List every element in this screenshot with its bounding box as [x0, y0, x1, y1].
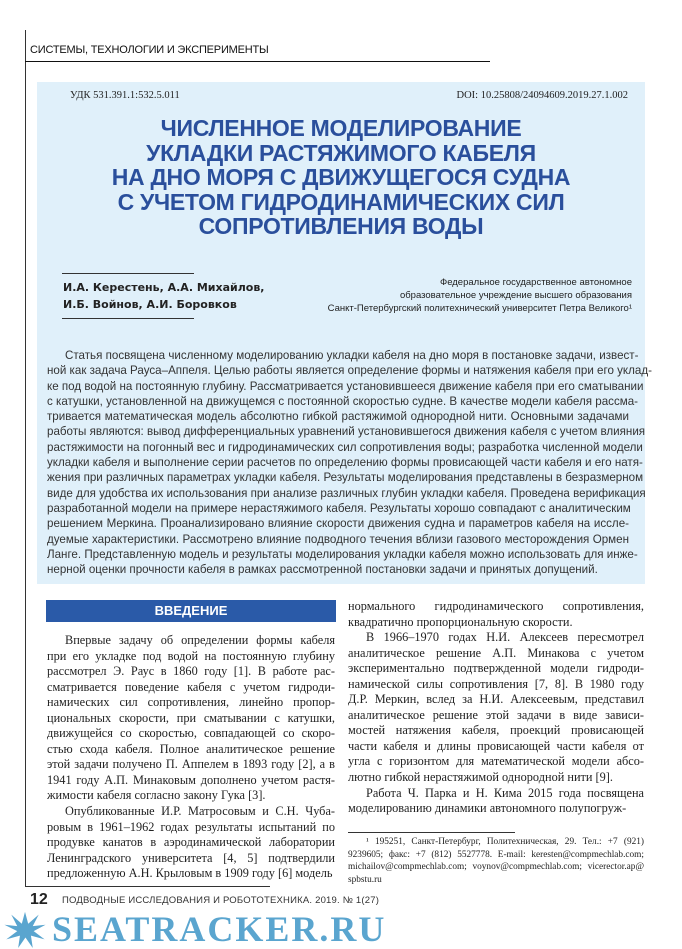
footnote	[348, 836, 644, 886]
authors-line: И.А. Керестень, А.А. Михайлов,	[63, 281, 265, 294]
text-line: 9239605; факс: +7 (812) 5527778. E-mail: keresten@compmechlab.com;	[348, 849, 644, 860]
text-line: Впервые задачу об определении формы кабеля	[65, 633, 335, 647]
authors-rule-bottom	[62, 318, 194, 319]
watermark-starburst-icon	[4, 911, 46, 948]
text-line: ровым в 1961–1962 годах результаты испытаний по	[47, 819, 335, 834]
text-line: работы являются: вывод дифференциальных уравнений установившегося движения кабеля с учетом влияния	[47, 425, 646, 439]
title-line: С УЧЕТОМ ГИДРОДИНАМИЧЕСКИХ СИЛ	[117, 188, 565, 215]
text-line: 1941 году А.П. Минаковым дополнено учетом растя-	[47, 772, 335, 787]
text-line: Ленинградского университета [4, 5] подтвердили	[47, 850, 335, 865]
text-column-left	[47, 633, 335, 882]
title-line: СОПРОТИВЛЕНИЯ ВОДЫ	[198, 213, 484, 239]
text-line: michailov@compmechlab.com; voynov@compmechlab.com; vicerector.ap@	[348, 862, 644, 872]
text-line: намической силы сопротивления [7, 8]. В 1980 году	[348, 676, 644, 691]
affiliation	[328, 276, 632, 315]
text-line: Работа Ч. Парка и Н. Кима 2015 года посвящена	[366, 785, 644, 800]
text-line: стью схода кабеля. Полное аналитическое решение	[47, 741, 335, 756]
text-column-right	[348, 599, 644, 817]
abstract	[47, 348, 652, 577]
text-line: жимости кабеля согласно закону Гука [3].	[47, 788, 266, 803]
watermark: SEATRACKER.RU	[52, 909, 387, 949]
text-line: при его укладке под водой на постоянную глубину	[47, 648, 335, 663]
text-line: ке под водой на постоянную глубину. Рассматривается установившееся движение кабеля при его сматывании	[47, 379, 644, 393]
text-line: сматривается поведение кабеля с учетом гидроди-	[47, 679, 335, 694]
text-line: разработанной модели на примере нерастяжимого кабеля. Результаты хорошо совпадают с аналитическим	[47, 501, 631, 515]
text-line: Ланге. Представленную модель и результаты моделирования укладки кабеля можно использовать для инже-	[47, 547, 638, 561]
text-line: продувке канатов в аэродинамической лаборатории	[47, 835, 335, 850]
text-line: мостей натяжения кабеля, проекций провисающей	[348, 723, 644, 738]
text-line: ¹ 195251, Санкт-Петербург, Политехническая, 29. Тел.: +7 (921)	[366, 837, 644, 847]
text-line: части кабеля и длины провисающей части кабеля от	[348, 738, 644, 753]
running-header-rule	[25, 61, 490, 62]
authors-line: И.Б. Войнов, А.И. Боровков	[63, 298, 237, 311]
text-line: виде для удобства их использования при анализе различных глубин укладки кабеля. Проведена верификация	[47, 486, 646, 500]
text-line: циональных скорости, при сматывании с катушки,	[47, 710, 335, 725]
text-line: укладки кабеля и выполнение серии расчетов по определению формы провисающей части кабеля и его натя-	[47, 456, 643, 470]
page-left-border	[25, 30, 26, 887]
affiliation-line: Санкт-Петербургский политехнический университет Петра Великого¹	[327, 303, 632, 314]
text-line: рассмотрел Э. Раус в 1860 году [1]. В работе рас-	[47, 664, 335, 679]
text-line: жения при различных параметрах укладки кабеля. Результаты моделирования представлены в безразмерном	[47, 471, 644, 485]
text-line: дуемые характеристики. Рассмотрено влияние подводного течения вблизи газового месторождения Ормен	[47, 532, 629, 546]
text-line: экспериментально подтвержденной модели гидроди-	[348, 661, 644, 676]
text-line: решением Меркина. Проанализировано влияние скорости движения судна и параметров кабеля на иссле-	[47, 517, 629, 531]
text-line: тривается математическая модель абсолютно гибкой растяжимой однородной нити. Основными задачами	[47, 410, 629, 424]
title-line: НА ДНО МОРЯ С ДВИЖУЩЕГОСЯ СУДНА	[111, 164, 571, 190]
doi: DOI: 10.25808/24094609.2019.27.1.002	[456, 90, 628, 101]
text-line: ной как задача Рауса–Аппеля. Целью работы является определение формы и натяжения кабеля при его уклад-	[47, 364, 652, 378]
title-line: ЧИСЛЕННОЕ МОДЕЛИРОВАНИЕ	[160, 115, 522, 141]
text-line: лютно гибкой нерастяжимой однородной нити [9].	[348, 770, 613, 785]
text-line: квадратично пропорциональную скорости.	[348, 614, 573, 629]
text-line: Д.Р. Меркин, вслед за Н.И. Алексеевым, представил	[348, 692, 644, 707]
authors-rule-top	[62, 273, 194, 274]
text-line: В 1966–1970 годах Н.И. Алексеев пересмотрел	[366, 630, 644, 645]
page-bottom-border	[25, 886, 270, 887]
page-number: 12	[30, 891, 48, 908]
text-line: намических сил сопротивления, линейно пропор-	[47, 695, 335, 710]
section-heading-introduction: ВВЕДЕНИЕ	[46, 600, 336, 622]
authors	[63, 279, 264, 313]
text-line: нормального гидродинамического сопротивления,	[348, 599, 644, 613]
affiliation-line: образовательное учреждение высшего образования	[399, 290, 632, 301]
footnote-rule	[348, 832, 515, 833]
text-line: Статья посвящена численному моделированию укладки кабеля на дно моря в постановке задачи, извест-	[65, 349, 639, 362]
text-line: аналитическое решение А.П. Минакова с учетом	[348, 645, 644, 660]
article-title	[37, 116, 645, 239]
title-line: УКЛАДКИ РАСТЯЖИМОГО КАБЕЛЯ	[146, 139, 536, 166]
text-line: с катушки, установленной на движущемся с постоянной скоростью судне. В качестве модели кабеля рассма-	[47, 394, 639, 408]
text-line: этой задачи получено П. Аппелем в 1893 году [2], а в	[47, 757, 335, 772]
text-line: Опубликованные И.Р. Матросовым и С.Н. Чуба-	[65, 804, 335, 819]
affiliation-line: Федеральное государственное автономное	[439, 277, 632, 288]
text-line: spbstu.ru	[348, 874, 382, 885]
running-header: СИСТЕМЫ, ТЕХНОЛОГИИ И ЭКСПЕРИМЕНТЫ	[30, 44, 269, 56]
text-line: нерной оценки прочности кабеля в рамках рассмотренной постановки задачи и принятых допущений.	[47, 563, 598, 577]
journal-footer: ПОДВОДНЫЕ ИССЛЕДОВАНИЯ И РОБОТОТЕХНИКА. 2019. № 1(27)	[62, 895, 380, 906]
text-line: моделированию динамики автономного полупогруж-	[348, 801, 627, 816]
text-line: предложенную А.Н. Крыловым в 1909 году [6] модель	[47, 866, 333, 881]
text-line: движущейся со скоростью, совпадающей со скоро-	[47, 726, 335, 741]
text-line: растяжимости на погонный вес и гидродинамических сил сопротивления воды; разработка численной модели	[47, 440, 643, 454]
text-line: аналитическое решение этой задачи в виде зависи-	[348, 707, 644, 722]
udc-code: УДК 531.391.1:532.5.011	[70, 90, 180, 101]
text-line: угла с горизонтом для математической модели абсо-	[348, 754, 644, 769]
